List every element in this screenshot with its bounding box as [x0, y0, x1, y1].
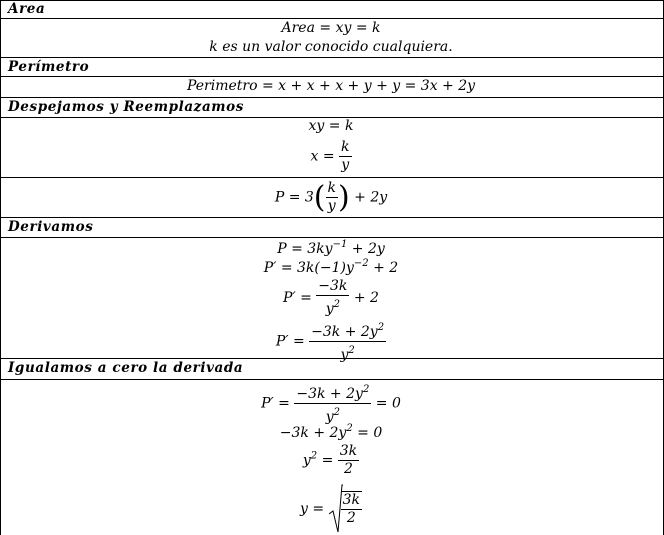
equation-p-powers [0, 239, 662, 257]
rule [0, 0, 664, 1]
denominator [309, 341, 386, 364]
section-title-area: Area [8, 1, 46, 17]
tail: + 2 [353, 290, 379, 306]
lhs: P′ = [283, 290, 312, 306]
rule [0, 18, 664, 19]
den-exponent: 2 [348, 345, 355, 356]
rule [0, 217, 664, 218]
num-exponent: 2 [377, 322, 385, 333]
lhs-exponent: 2 [310, 450, 318, 462]
note-k-known: k es un valor conocido cualquiera. [209, 39, 453, 55]
open-paren: ( [313, 180, 326, 215]
equation-derivative-1 [0, 258, 662, 276]
rule [0, 76, 664, 77]
denominator: 2 [338, 460, 359, 478]
rule [0, 379, 664, 380]
equals: = [321, 452, 334, 469]
lhs: P′ = [261, 395, 290, 412]
fraction [326, 180, 338, 215]
fraction [339, 139, 351, 174]
lhs: P = 3 [274, 189, 314, 206]
base: P′ = 3k(−1)y [263, 260, 354, 276]
tail: + 2y [351, 241, 385, 257]
numerator: k [327, 180, 336, 196]
equation-x-k-over-y [0, 139, 662, 174]
equation-derivative-zero [0, 381, 662, 426]
den-base: y [325, 409, 334, 425]
num-base: −3k + 2y [311, 324, 378, 340]
numerator [294, 381, 371, 403]
exponent: −2 [353, 258, 369, 269]
exponent: −1 [332, 239, 348, 250]
equation-xy-k: xy = k [308, 118, 354, 134]
denominator [316, 295, 349, 318]
tail: = 0 [357, 425, 383, 441]
rule [0, 237, 664, 238]
den-base: y [325, 301, 334, 317]
equation-perimetro: Perimetro = x + x + x + y + y = 3x + 2y [186, 78, 476, 94]
denominator: y [339, 156, 351, 174]
fraction-under-root [341, 491, 362, 527]
equation-y-squared [0, 443, 662, 478]
equation-y-sqrt [0, 484, 662, 534]
numerator: −3k [318, 278, 348, 294]
section-title-igualamos: Igualamos a cero la derivada [8, 360, 244, 376]
equation-area: Area = xy = k [281, 20, 381, 36]
base: P = 3ky [277, 241, 333, 257]
rhs: = 0 [375, 395, 401, 412]
section-title-despejamos: Despejamos y Reemplazamos [8, 99, 244, 115]
exponent: 2 [346, 423, 353, 434]
denominator: y [326, 197, 338, 215]
numerator: 3k [342, 492, 360, 508]
tail: + 2 [373, 260, 399, 276]
equation-derivative-2 [0, 278, 662, 318]
fraction [294, 381, 371, 426]
rhs: + 2y [354, 189, 388, 206]
numerator [309, 319, 386, 341]
denominator: 2 [341, 509, 362, 527]
fraction [316, 278, 349, 318]
rule [0, 177, 664, 178]
lhs: P′ = [275, 333, 305, 350]
lhs: x = [310, 148, 335, 165]
numerator: 3k [339, 443, 358, 459]
den-exponent: 2 [333, 407, 340, 418]
den-base: y [340, 347, 349, 363]
num-base: −3k + 2y [296, 386, 363, 402]
equation-numerator-zero [0, 423, 662, 441]
num-exponent: 2 [362, 384, 370, 395]
rule [0, 57, 664, 58]
numerator: k [341, 139, 350, 155]
lhs-base: y [302, 452, 311, 469]
fraction [338, 443, 359, 478]
section-title-perimetro: Perímetro [8, 59, 90, 75]
den-exponent: 2 [333, 299, 340, 310]
section-title-derivamos: Derivamos [8, 219, 94, 235]
lhs: y = [300, 501, 325, 517]
equation-derivative-3 [0, 319, 662, 364]
base: −3k + 2y [279, 425, 347, 441]
fraction [309, 319, 386, 364]
equation-p-substituted [0, 180, 662, 215]
close-paren: ) [338, 180, 350, 215]
